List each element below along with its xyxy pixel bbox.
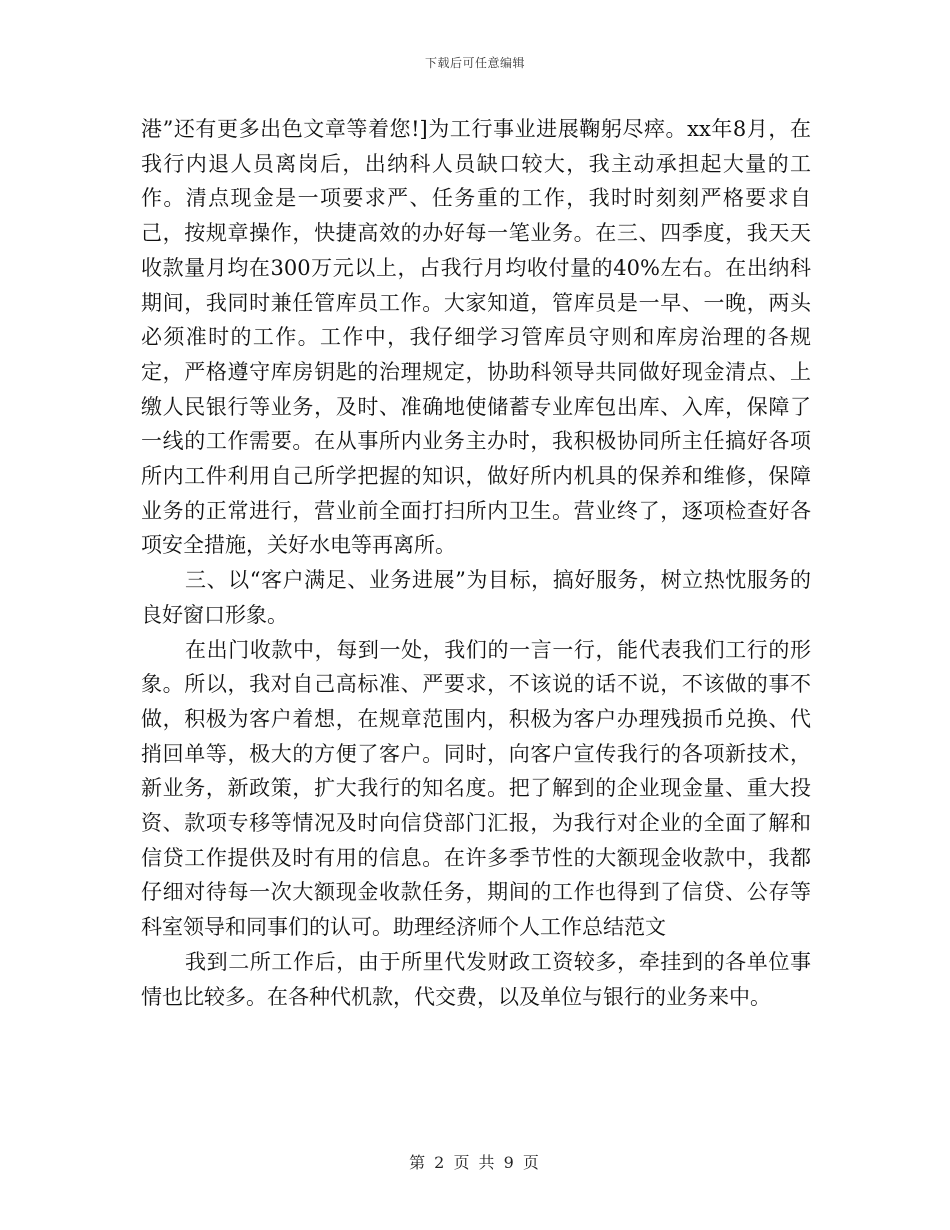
paragraph-1: 港”还有更多出色文章等着您!]为工行事业进展鞠躬尽瘁。xx年8月，在我行内退人员离岗后，出纳科人员缺口较大，我主动承担起大量的工作。清点现金是一项要求严、任务重的工作，我时时刻刻严格要求自己，按规章操作，快捷高效的办好每一笔业务。在三、四季度，我天天收款量月均在300万元以上，占我行月均收付量的40%左右。在出纳科期间，我同时兼任管库员工作。大家知道，管库员是一早、一晚，两头必须准时的工作。工作中，我仔细学习管库员守则和库房治理的各规定，严格遵守库房钥匙的治理规定，协助科领导共同做好现金清点、上缴人民银行等业务，及时、准确地使储蓄专业库包出库、入库，保障了一线的工作需要。在从事所内业务主办时，我积极协同所主任搞好各项所内工件利用自己所学把握的知识，做好所内机具的保养和维修，保障业务的正常进行，营业前全面打扫所内卫生。营业终了，逐项检查好各项安全措施，关好水电等再离所。 bbox=[141, 117, 811, 558]
paragraph-3: 在出门收款中，每到一处，我们的一言一行，能代表我们工行的形象。所以，我对自己高标准、严要求，不该说的话不说，不该做的事不做，积极为客户着想，在规章范围内，积极为客户办理残损币兑换、代捎回单等，极大的方便了客户。同时，向客户宣传我行的各项新技术，新业务，新政策，扩大我行的知名度。把了解到的企业现金量、重大投资、款项专移等情况及时向信贷部门汇报，为我行对企业的全面了解和信贷工作提供及时有用的信息。在许多季节性的大额现金收款中，我都仔细对待每一次大额现金收款任务，期间的工作也得到了信贷、公存等科室领导和同事们的认可。助理经济师个人工作总结范文 bbox=[141, 637, 811, 940]
page-header: 下载后可任意编辑 bbox=[424, 56, 525, 70]
page-number-footer: 第 2 页 共 9 页 bbox=[409, 1153, 541, 1172]
paragraph-2: 三、以“客户满足、业务进展”为目标，搞好服务，树立热忱服务的良好窗口形象。 bbox=[141, 568, 811, 627]
paragraph-4: 我到二所工作后，由于所里代发财政工资较多，牵挂到的各单位事情也比较多。在各种代机款，代交费，以及单位与银行的业务来中。 bbox=[141, 949, 811, 1009]
document-body bbox=[141, 112, 811, 1014]
